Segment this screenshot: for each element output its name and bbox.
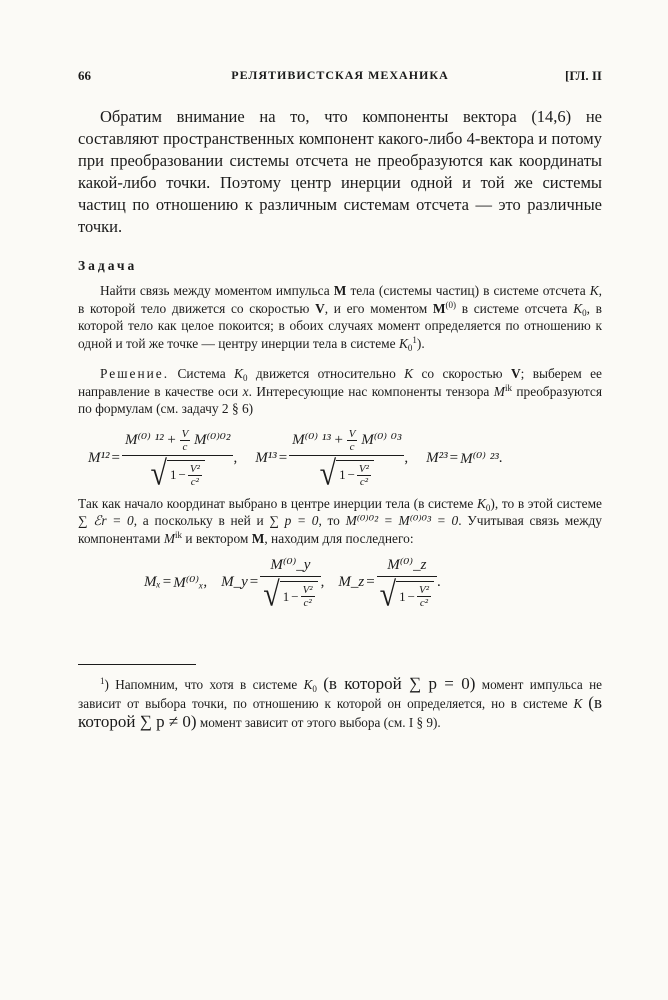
running-title: РЕЛЯТИВИСТСКАЯ МЕХАНИКА — [231, 68, 449, 82]
footnote-ref: 1 — [412, 334, 417, 345]
task-heading: Задача — [78, 258, 138, 273]
fraction-my: M⁽⁰⁾_y √ 1 − $\frac{\text{V²}}{\text{c²}}$ — [260, 555, 320, 610]
fraction-m13: M⁽⁰⁾ ¹³ + $\frac{V}{c}$ M⁽⁰⁾ ⁰³ √ 1 − $\frac{\text{V²}}{\text{c²}}$ — [289, 428, 404, 489]
explanation-paragraph: Так как начало координат выбрано в центре инерции тела (в системе $K_0$), то в этой системе ∑ ℰr = 0, а поскольку в ней и ∑ p = 0, то M⁽⁰⁾⁰² = M⁽⁰⁾⁰³ = 0. Учитывая связь между компонентами $M^{ik}$ и вектором M, находим для последнего: — [78, 495, 602, 546]
footnote-rule — [78, 664, 196, 665]
solution-paragraph: Решение. Система $K_0$ движется относительно K со скоростью V; выберем ее направление в качестве оси x. Интересующие нас компоненты тензора $M^{ik}$ преобразуются по формулам (см. задачу 2 § 6) — [78, 366, 602, 417]
task-statement: Найти связь между моментом импульса M тела (системы частиц) в системе отсчета K, в которой тело движется со скоростью V, и его моментом $M^{(0)}$ в системе отсчета $K_0$, в которой тело как целое покоится; в обоих случаях момент определяется по отношению к одной и той же точке — центру инерции тела в системе $K_0^1$). — [78, 283, 602, 353]
page-header — [78, 68, 602, 90]
book-page — [78, 68, 602, 746]
fraction-mz: M⁽⁰⁾_z √ 1 − $\frac{\text{V²}}{\text{c²}}$ — [377, 555, 437, 610]
footnote: $^1$) Напомним, что хотя в системе $K_0$ (в которой ∑ p = 0) момент импульса не зависит от выбора точки, по отношению к которой он определяется, но в системе K (в которой ∑ p ≠ 0) момент зависит от этого выбора (см. I § 9). — [78, 674, 603, 732]
fraction-m12: M⁽⁰⁾ ¹² + $\frac{V}{c}$ M⁽⁰⁾⁰² √ 1 − $\frac{\text{V²}}{\text{c²}}$ — [122, 428, 233, 489]
equation-transform: M¹² = M⁽⁰⁾ ¹² + $\frac{V}{c}$ M⁽⁰⁾⁰² √ 1 − $\frac{\text{V²}}{\text{c²}}$ , M¹³ = M⁽⁰⁾ ¹³ + $\frac{V}{c}$ M⁽⁰⁾ ⁰³ √ 1 − $\frac{\text{V²}}{\text{c²}}$ , M²³ = M⁽⁰⁾ ²³ . — [88, 427, 503, 493]
equation-vector: Mₓ = M⁽⁰⁾ₓ , M_y = M⁽⁰⁾_y √ 1 − $\frac{\text{V²}}{\text{c²}}$ , M_z = M⁽⁰⁾_z √ 1 − $\frac{\text{V²}}{\text{c²}}$ . — [144, 557, 441, 614]
chapter-marker: [ГЛ. II — [565, 68, 602, 83]
page-number: 66 — [78, 68, 91, 83]
intro-paragraph: Обратим внимание на то, что компоненты вектора (14,6) не составляют пространственных компонент какого-либо 4-вектора и потому при преобразовании системы отсчета не преобразуются как координаты какой-либо точки. Поэтому центр инерции одной и той же системы частиц по отношению к различным системам отсчета — это различные точки. — [78, 107, 602, 236]
